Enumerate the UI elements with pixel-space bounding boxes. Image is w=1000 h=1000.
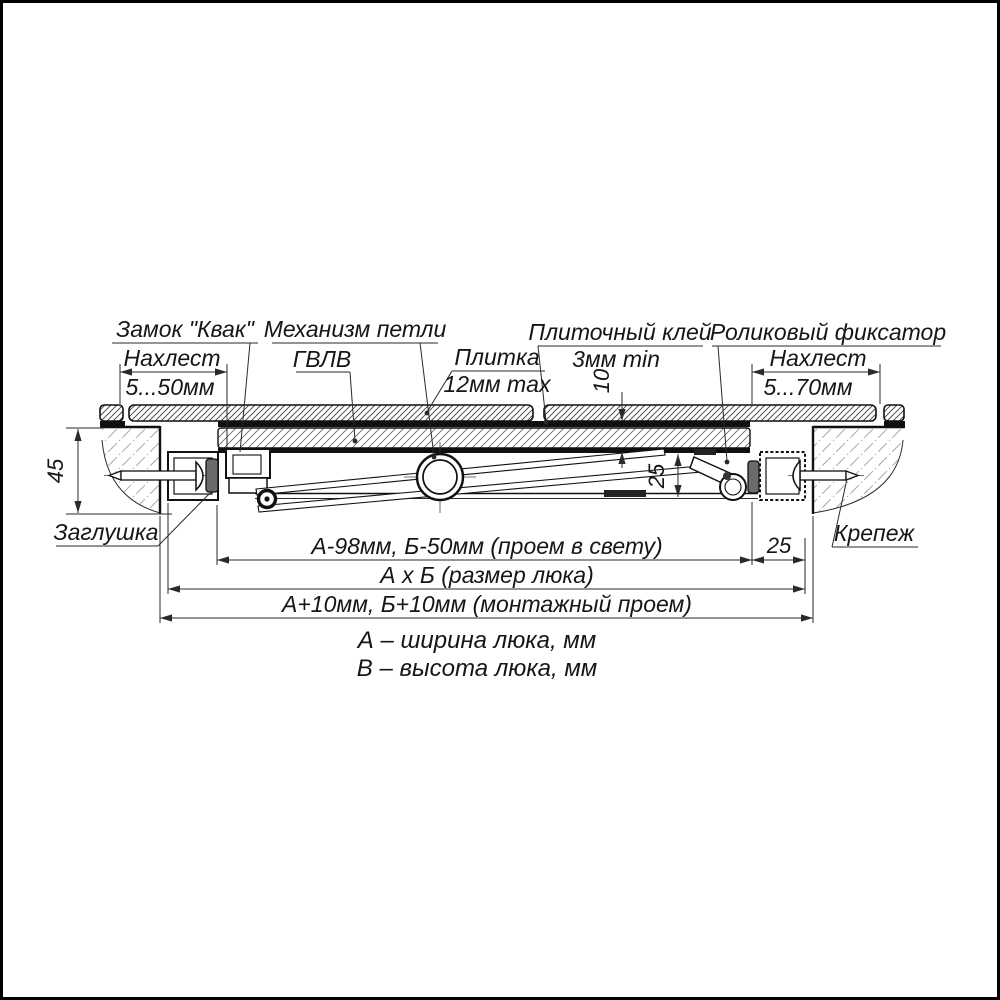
roller-pivot <box>723 472 731 480</box>
fastener-label: Крепеж <box>833 520 915 546</box>
hinge-tube-inner <box>423 460 457 494</box>
plug-pad <box>206 459 218 492</box>
overlap-right-label: Нахлест <box>769 345 867 371</box>
door-bottom-pad <box>604 490 646 497</box>
glue-label-line1: Плиточный клей <box>528 319 712 345</box>
tile-label-line2: 12мм max <box>443 371 551 397</box>
glue-label-line2: 3мм min <box>572 346 660 372</box>
dim-depth-45: 45 <box>43 458 68 484</box>
door-top-pad <box>694 449 716 455</box>
screw-right-shaft <box>800 471 846 480</box>
dim-profile-25: 25 <box>644 463 669 489</box>
plug-label: Заглушка <box>53 519 159 545</box>
dim-frame-25: 25 <box>766 533 792 558</box>
overlap-left-value: 5...50мм <box>125 374 215 400</box>
gvlv-panel <box>218 428 750 448</box>
dim-hatch-size: А х Б (размер люка) <box>380 562 594 588</box>
adhesive-wall-left <box>100 421 125 427</box>
tile-door-right <box>544 405 876 421</box>
roller-pad <box>748 461 759 493</box>
adhesive-wall-right <box>884 421 905 427</box>
door-face-sheet <box>218 448 750 453</box>
lock-label: Замок "Квак" <box>116 316 254 342</box>
roller-label: Роликовый фиксатор <box>709 319 947 345</box>
dim-clear-opening: А-98мм, Б-50мм (проем в свету) <box>311 533 663 559</box>
tile-door-left <box>129 405 533 421</box>
overlap-left-label: Нахлест <box>123 345 221 371</box>
dim-gvlv-10: 10 <box>589 368 614 394</box>
tile-wall-left <box>100 405 123 421</box>
legend-height: В – высота люка, мм <box>356 655 598 682</box>
tile-label-line1: Плитка <box>454 344 540 370</box>
dim-mounting-opening: А+10мм, Б+10мм (монтажный проем) <box>282 591 692 617</box>
screw-left-shaft <box>121 471 196 480</box>
hinge-label: Механизм петли <box>263 316 447 342</box>
legend-width: А – ширина люка, мм <box>357 627 597 654</box>
adhesive-door <box>218 421 750 427</box>
tile-wall-right <box>884 405 904 421</box>
tile-layer <box>100 405 904 421</box>
lock-assembly <box>226 449 270 493</box>
gvlv-label: ГВЛВ <box>292 346 352 372</box>
overlap-right-value: 5...70мм <box>763 374 853 400</box>
